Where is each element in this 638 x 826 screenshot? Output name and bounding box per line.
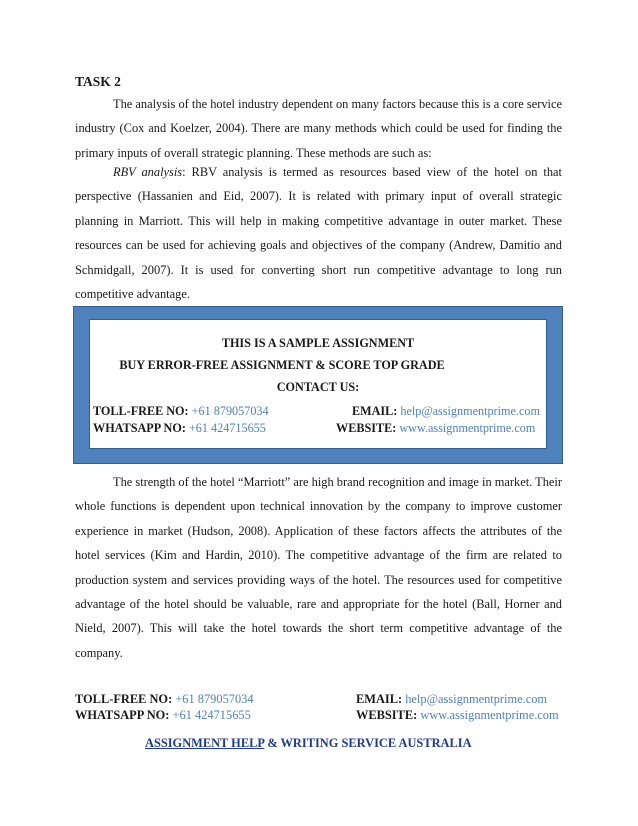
rbv-term: RBV analysis [113,165,183,179]
banner-whatsapp-number[interactable]: +61 424715655 [188,421,266,435]
banner-content-box [89,319,547,449]
task-heading: TASK 2 [75,74,121,89]
footer-tollfree-label: TOLL-FREE NO: [75,692,173,706]
banner-buy-notice: BUY ERROR-FREE ASSIGNMENT & SCORE TOP GRADE [119,358,445,372]
banner-website-label: WEBSITE: [336,421,397,435]
banner-email-link[interactable]: help@assignmentprime.com [400,404,540,418]
footer-tollfree [75,692,254,707]
footer-tollfree-number[interactable]: +61 879057034 [175,692,254,706]
paragraph-rbv [75,160,562,306]
footer-whatsapp-label: WHATSAPP NO: [75,708,170,722]
assignment-help-link[interactable]: ASSIGNMENT HELP [145,736,265,750]
footer-whatsapp [75,708,251,723]
rbv-text: : RBV analysis is termed as resources based view of the hotel on that perspective (Hassanien and Eid, 2007). It is related with primary input of overall strategic planning in Marriott. This will help in making competitive advantage in outer market. These resources can be used for achieving goals and objectives of the company (Andrew, Damitio and Schmidgall, 2007). It is used for converting short run competitive advantage to long run competitive advantage. [75,165,562,302]
banner-whatsapp-label: WHATSAPP NO: [93,421,186,435]
banner-tollfree-number[interactable]: +61 879057034 [191,404,269,418]
banner-whatsapp [93,421,266,436]
banner-tollfree-label: TOLL-FREE NO: [93,404,189,418]
banner-sample-notice: THIS IS A SAMPLE ASSIGNMENT [221,336,415,350]
footer-email [356,692,547,707]
footer-brand-line [145,736,472,751]
sample-assignment-banner [73,306,563,464]
footer-website-link[interactable]: www.assignmentprime.com [420,708,559,722]
footer-website-label: WEBSITE: [356,708,418,722]
footer-email-link[interactable]: help@assignmentprime.com [405,692,548,706]
paragraph-intro: The analysis of the hotel industry dependent on many factors because this is a core service industry (Cox and Koelzer, 2004). There are many methods which could be used for finding the primary inputs of overall strategic planning. These methods are such as: [75,97,562,160]
footer-email-label: EMAIL: [356,692,403,706]
footer-whatsapp-number[interactable]: +61 424715655 [172,708,251,722]
banner-contact-heading: CONTACT US: [276,380,360,394]
banner-website [336,421,535,436]
paragraph-strengths: The strength of the hotel “Marriott” are high brand recognition and image in market. Their whole functions is dependent upon technical innovation by the company to improve customer experience in market (Hudson, 2008). Application of these factors affects the attributes of the hotel services (Kim and Hardin, 2010). The competitive advantage of the firm are related to production system and services providing ways of the hotel. The resources used for competitive advantage of the hotel should be valuable, rare and appropriate for the hotel (Ball, Horner and Nield, 2007). This will take the hotel towards the short term competitive advantage of the company. [75,475,562,660]
banner-tollfree [93,404,269,419]
banner-email-label: EMAIL: [352,404,398,418]
footer-website [356,708,559,723]
footer-brand-text: & WRITING SERVICE AUSTRALIA [264,736,472,750]
banner-website-link[interactable]: www.assignmentprime.com [399,421,536,435]
banner-email [352,404,540,419]
